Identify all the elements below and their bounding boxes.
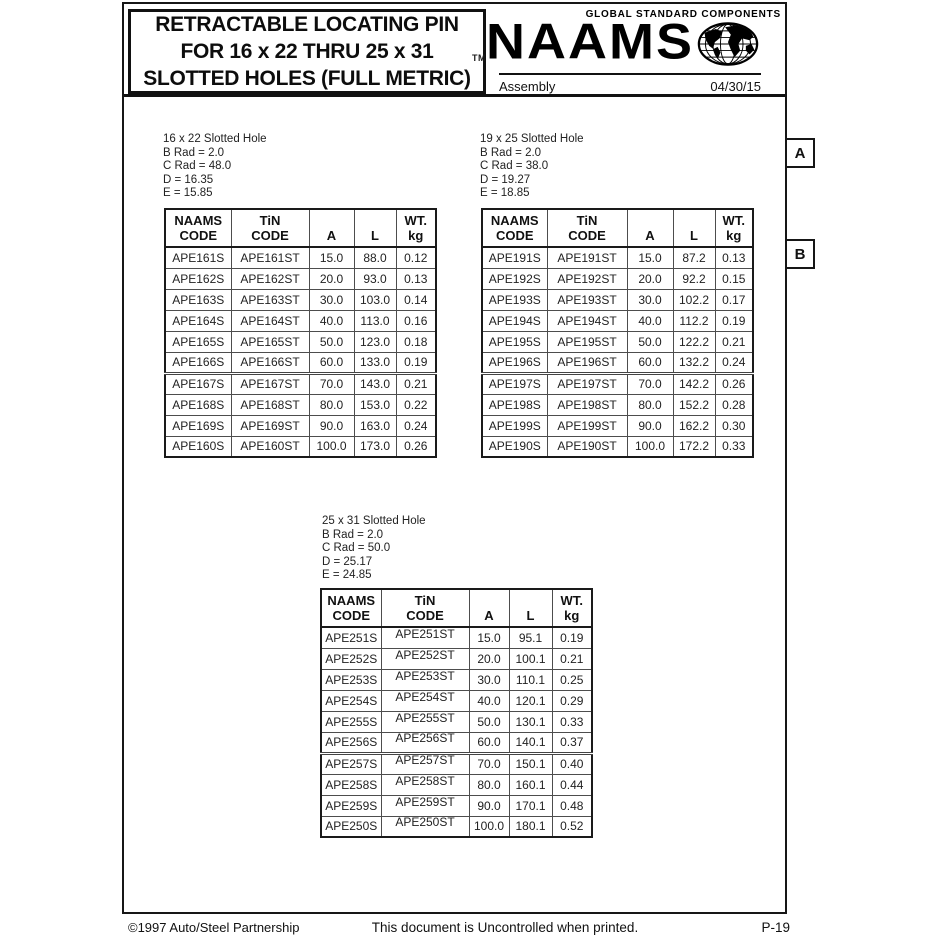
cell-weight-kg: 0.12 (396, 247, 436, 268)
note-line: E = 15.85 (163, 187, 213, 199)
cell-dim-a: 40.0 (309, 310, 354, 331)
cell-dim-a: 30.0 (469, 669, 509, 690)
cell-dim-a: 90.0 (309, 415, 354, 436)
cell-dim-l: 152.2 (673, 394, 715, 415)
header (124, 4, 785, 97)
cell-weight-kg: 0.28 (715, 394, 753, 415)
table-header-row (321, 589, 592, 627)
cell-tin-code: APE196ST (547, 352, 627, 373)
cell-dim-l: 122.2 (673, 331, 715, 352)
cell-dim-a: 60.0 (469, 732, 509, 753)
cell-weight-kg: 0.21 (396, 373, 436, 394)
cell-naams-code: APE168S (165, 394, 231, 415)
zone-marker-b (785, 239, 815, 269)
cell-dim-a: 15.0 (309, 247, 354, 268)
cell-dim-a: 50.0 (627, 331, 673, 352)
cell-dim-l: 133.0 (354, 352, 396, 373)
cell-weight-kg: 0.19 (552, 627, 592, 648)
cell-dim-a: 90.0 (627, 415, 673, 436)
cell-dim-a: 90.0 (469, 795, 509, 816)
cell-tin-code: APE257ST (381, 753, 469, 774)
page-title-line-1: RETRACTABLE LOCATING PIN (155, 13, 459, 36)
cell-dim-a: 80.0 (627, 394, 673, 415)
cell-dim-l: 172.2 (673, 436, 715, 457)
note-line: 25 x 31 Slotted Hole (322, 515, 426, 527)
cell-weight-kg: 0.16 (396, 310, 436, 331)
page-title-line-3: SLOTTED HOLES (FULL METRIC) (143, 67, 471, 90)
table-row (165, 289, 436, 310)
cell-tin-code: APE168ST (231, 394, 309, 415)
cell-weight-kg: 0.21 (552, 648, 592, 669)
cell-naams-code: APE250S (321, 816, 381, 837)
table-row (165, 415, 436, 436)
cell-weight-kg: 0.26 (396, 436, 436, 457)
column-header-naams-code: NAAMS CODE (165, 209, 231, 247)
cell-dim-a: 20.0 (469, 648, 509, 669)
cell-naams-code: APE254S (321, 690, 381, 711)
cell-dim-a: 70.0 (627, 373, 673, 394)
panel-19x25-notes (480, 133, 584, 209)
cell-dim-l: 88.0 (354, 247, 396, 268)
cell-dim-a: 20.0 (309, 268, 354, 289)
note-line: B Rad = 2.0 (322, 528, 384, 541)
cell-dim-l: 110.1 (509, 669, 552, 690)
cell-weight-kg: 0.52 (552, 816, 592, 837)
table-row (321, 774, 592, 795)
cell-naams-code: APE164S (165, 310, 231, 331)
cell-dim-a: 60.0 (627, 352, 673, 373)
cell-naams-code: APE253S (321, 669, 381, 690)
footer-uncontrolled-note: This document is Uncontrolled when printed. (371, 920, 639, 935)
cell-dim-l: 140.1 (509, 732, 552, 753)
table-row (321, 732, 592, 753)
note-line: E = 24.85 (322, 569, 372, 581)
cell-tin-code: APE254ST (381, 690, 469, 711)
cell-weight-kg: 0.40 (552, 753, 592, 774)
table-row (165, 268, 436, 289)
cell-tin-code: APE192ST (547, 268, 627, 289)
cell-dim-a: 40.0 (627, 310, 673, 331)
cell-naams-code: APE198S (482, 394, 547, 415)
cell-tin-code: APE250ST (381, 816, 469, 837)
cell-tin-code: APE190ST (547, 436, 627, 457)
note-line: 19 x 25 Slotted Hole (480, 133, 584, 145)
cell-weight-kg: 0.13 (715, 247, 753, 268)
cell-tin-code: APE256ST (381, 732, 469, 753)
footer-copyright: ©1997 Auto/Steel Partnership (128, 920, 300, 935)
cell-naams-code: APE191S (482, 247, 547, 268)
brand-block (471, 9, 783, 94)
brand-divider (499, 73, 761, 75)
table-row (482, 436, 753, 457)
column-header-tin-code: TiN CODE (231, 209, 309, 247)
table-row (482, 310, 753, 331)
cell-dim-a: 15.0 (469, 627, 509, 648)
cell-naams-code: APE163S (165, 289, 231, 310)
table-row (321, 711, 592, 732)
cell-dim-a: 40.0 (469, 690, 509, 711)
cell-naams-code: APE161S (165, 247, 231, 268)
cell-tin-code: APE161ST (231, 247, 309, 268)
column-header-tin-code: TiN CODE (381, 589, 469, 627)
cell-dim-l: 100.1 (509, 648, 552, 669)
note-line: C Rad = 50.0 (322, 542, 391, 554)
cell-weight-kg: 0.19 (396, 352, 436, 373)
table-row (321, 669, 592, 690)
cell-naams-code: APE162S (165, 268, 231, 289)
cell-naams-code: APE252S (321, 648, 381, 669)
cell-tin-code: APE253ST (381, 669, 469, 690)
table-header-row (482, 209, 753, 247)
column-header-dim-l: L (354, 209, 396, 247)
cell-naams-code: APE197S (482, 373, 547, 394)
trademark-symbol: TM (472, 53, 486, 63)
cell-weight-kg: 0.33 (552, 711, 592, 732)
column-header-dim-l: L (509, 589, 552, 627)
cell-dim-a: 70.0 (469, 753, 509, 774)
cell-naams-code: APE258S (321, 774, 381, 795)
cell-weight-kg: 0.21 (715, 331, 753, 352)
table-25x31 (320, 588, 593, 838)
zone-marker-a (785, 138, 815, 168)
cell-dim-a: 60.0 (309, 352, 354, 373)
cell-dim-a: 70.0 (309, 373, 354, 394)
table-row (321, 648, 592, 669)
cell-weight-kg: 0.26 (715, 373, 753, 394)
cell-dim-a: 80.0 (469, 774, 509, 795)
note-line: E = 18.85 (480, 187, 530, 199)
table-row (482, 247, 753, 268)
cell-naams-code: APE190S (482, 436, 547, 457)
table-row (482, 352, 753, 373)
note-line: D = 16.35 (163, 173, 214, 186)
cell-tin-code: APE255ST (381, 711, 469, 732)
table-row (165, 373, 436, 394)
cell-dim-l: 163.0 (354, 415, 396, 436)
cell-weight-kg: 0.17 (715, 289, 753, 310)
table-row (321, 690, 592, 711)
cell-naams-code: APE196S (482, 352, 547, 373)
note-line: 16 x 22 Slotted Hole (163, 133, 267, 145)
note-line: C Rad = 38.0 (480, 160, 549, 172)
cell-dim-l: 87.2 (673, 247, 715, 268)
cell-weight-kg: 0.48 (552, 795, 592, 816)
note-line: B Rad = 2.0 (163, 146, 225, 159)
brand-subline (499, 79, 761, 94)
cell-tin-code: APE191ST (547, 247, 627, 268)
column-header-naams-code: NAAMS CODE (482, 209, 547, 247)
cell-naams-code: APE199S (482, 415, 547, 436)
cell-weight-kg: 0.22 (396, 394, 436, 415)
cell-weight-kg: 0.14 (396, 289, 436, 310)
table-row (165, 247, 436, 268)
cell-naams-code: APE169S (165, 415, 231, 436)
globe-icon (697, 21, 759, 72)
cell-naams-code: APE194S (482, 310, 547, 331)
cell-tin-code: APE199ST (547, 415, 627, 436)
cell-dim-l: 103.0 (354, 289, 396, 310)
cell-dim-a: 15.0 (627, 247, 673, 268)
cell-tin-code: APE167ST (231, 373, 309, 394)
cell-tin-code: APE195ST (547, 331, 627, 352)
cell-dim-l: 162.2 (673, 415, 715, 436)
cell-dim-l: 173.0 (354, 436, 396, 457)
page-title-line-2: FOR 16 x 22 THRU 25 x 31 (180, 40, 434, 63)
zone-marker-a-label: A (794, 144, 806, 162)
table-header-row (165, 209, 436, 247)
assembly-label: Assembly (499, 79, 556, 94)
column-header-weight-kg: WT. kg (552, 589, 592, 627)
note-line: D = 25.17 (322, 555, 373, 568)
column-header-tin-code: TiN CODE (547, 209, 627, 247)
cell-dim-a: 30.0 (627, 289, 673, 310)
cell-naams-code: APE166S (165, 352, 231, 373)
cell-dim-l: 120.1 (509, 690, 552, 711)
cell-tin-code: APE169ST (231, 415, 309, 436)
zone-marker-b-label: B (794, 245, 806, 263)
cell-tin-code: APE193ST (547, 289, 627, 310)
cell-dim-a: 30.0 (309, 289, 354, 310)
cell-tin-code: APE166ST (231, 352, 309, 373)
cell-naams-code: APE193S (482, 289, 547, 310)
cell-dim-a: 80.0 (309, 394, 354, 415)
cell-tin-code: APE251ST (381, 627, 469, 648)
cell-dim-l: 132.2 (673, 352, 715, 373)
cell-tin-code: APE164ST (231, 310, 309, 331)
table-row (321, 753, 592, 774)
cell-dim-a: 100.0 (627, 436, 673, 457)
column-header-weight-kg: WT. kg (715, 209, 753, 247)
cell-weight-kg: 0.13 (396, 268, 436, 289)
cell-dim-l: 93.0 (354, 268, 396, 289)
cell-weight-kg: 0.29 (552, 690, 592, 711)
cell-tin-code: APE252ST (381, 648, 469, 669)
cell-dim-l: 113.0 (354, 310, 396, 331)
cell-weight-kg: 0.15 (715, 268, 753, 289)
cell-naams-code: APE256S (321, 732, 381, 753)
column-header-naams-code: NAAMS CODE (321, 589, 381, 627)
cell-dim-l: 143.0 (354, 373, 396, 394)
table-row (482, 373, 753, 394)
table-row (321, 627, 592, 648)
naams-wordmark: NAAMS (486, 14, 694, 70)
cell-weight-kg: 0.19 (715, 310, 753, 331)
cell-tin-code: APE258ST (381, 774, 469, 795)
cell-dim-l: 112.2 (673, 310, 715, 331)
cell-tin-code: APE160ST (231, 436, 309, 457)
column-header-dim-a: A (469, 589, 509, 627)
table-row (165, 436, 436, 457)
cell-tin-code: APE194ST (547, 310, 627, 331)
table-row (165, 352, 436, 373)
cell-dim-a: 50.0 (469, 711, 509, 732)
cell-dim-l: 142.2 (673, 373, 715, 394)
cell-naams-code: APE160S (165, 436, 231, 457)
cell-dim-l: 95.1 (509, 627, 552, 648)
table-row (165, 331, 436, 352)
column-header-dim-a: A (627, 209, 673, 247)
column-header-dim-l: L (673, 209, 715, 247)
note-line: B Rad = 2.0 (480, 146, 542, 159)
note-line: C Rad = 48.0 (163, 160, 232, 172)
cell-dim-l: 123.0 (354, 331, 396, 352)
note-line: D = 19.27 (480, 173, 531, 186)
table-row (482, 268, 753, 289)
revision-date: 04/30/15 (710, 79, 761, 94)
cell-dim-l: 153.0 (354, 394, 396, 415)
panel-16x22-notes (163, 133, 267, 209)
footer-page-number: P-19 (761, 920, 790, 935)
cell-dim-l: 102.2 (673, 289, 715, 310)
cell-naams-code: APE165S (165, 331, 231, 352)
cell-dim-l: 160.1 (509, 774, 552, 795)
cell-weight-kg: 0.25 (552, 669, 592, 690)
cell-naams-code: APE195S (482, 331, 547, 352)
cell-dim-a: 100.0 (469, 816, 509, 837)
cell-weight-kg: 0.30 (715, 415, 753, 436)
cell-weight-kg: 0.24 (715, 352, 753, 373)
column-header-dim-a: A (309, 209, 354, 247)
cell-naams-code: APE192S (482, 268, 547, 289)
table-row (165, 394, 436, 415)
cell-tin-code: APE165ST (231, 331, 309, 352)
cell-weight-kg: 0.37 (552, 732, 592, 753)
cell-naams-code: APE257S (321, 753, 381, 774)
table-row (482, 331, 753, 352)
cell-weight-kg: 0.44 (552, 774, 592, 795)
table-row (321, 816, 592, 837)
column-header-weight-kg: WT. kg (396, 209, 436, 247)
table-row (482, 394, 753, 415)
cell-dim-a: 50.0 (309, 331, 354, 352)
cell-dim-l: 170.1 (509, 795, 552, 816)
cell-dim-l: 150.1 (509, 753, 552, 774)
cell-naams-code: APE251S (321, 627, 381, 648)
cell-tin-code: APE162ST (231, 268, 309, 289)
cell-naams-code: APE255S (321, 711, 381, 732)
cell-weight-kg: 0.24 (396, 415, 436, 436)
cell-dim-a: 20.0 (627, 268, 673, 289)
cell-tin-code: APE163ST (231, 289, 309, 310)
table-row (165, 310, 436, 331)
cell-tin-code: APE198ST (547, 394, 627, 415)
table-row (321, 795, 592, 816)
panel-25x31-notes (322, 515, 426, 591)
cell-weight-kg: 0.33 (715, 436, 753, 457)
table-row (482, 415, 753, 436)
cell-dim-l: 180.1 (509, 816, 552, 837)
table-19x25 (481, 208, 754, 458)
title-box (128, 9, 486, 94)
cell-dim-l: 130.1 (509, 711, 552, 732)
cell-naams-code: APE167S (165, 373, 231, 394)
cell-tin-code: APE259ST (381, 795, 469, 816)
table-row (482, 289, 753, 310)
table-16x22 (164, 208, 437, 458)
cell-dim-a: 100.0 (309, 436, 354, 457)
cell-dim-l: 92.2 (673, 268, 715, 289)
cell-tin-code: APE197ST (547, 373, 627, 394)
cell-naams-code: APE259S (321, 795, 381, 816)
cell-weight-kg: 0.18 (396, 331, 436, 352)
brand-tagline: GLOBAL STANDARD COMPONENTS (585, 9, 781, 20)
